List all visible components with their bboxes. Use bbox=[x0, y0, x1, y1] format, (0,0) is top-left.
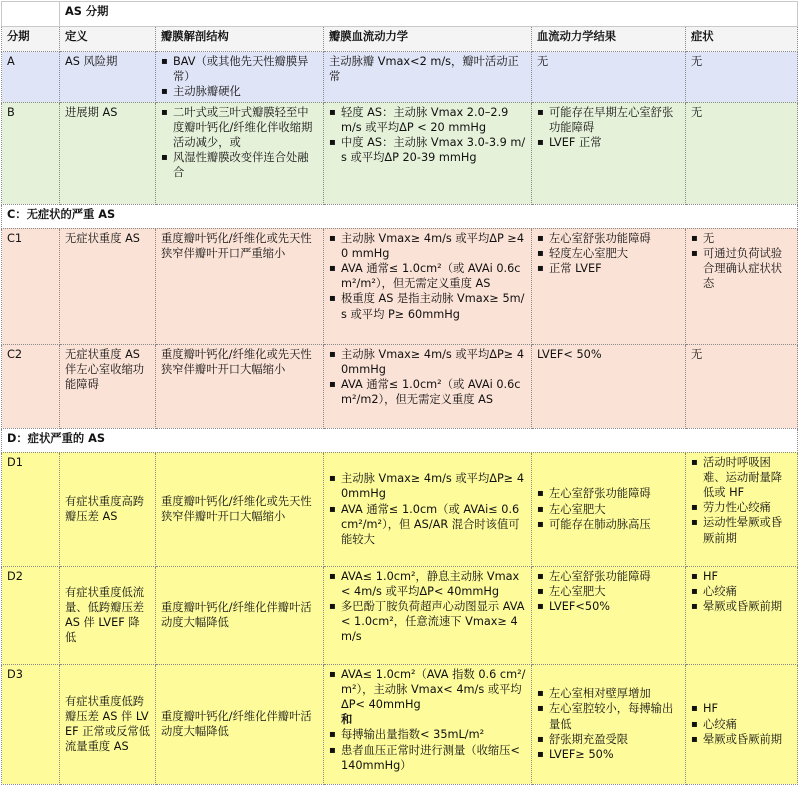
list-item: ▪ 可能存在早期左心室舒张功能障碍 bbox=[549, 105, 680, 135]
definition-cell: 无症状重度 AS bbox=[60, 228, 156, 344]
table-title: AS 分期 bbox=[60, 2, 798, 27]
list-item: ▪ 二叶式或三叶式瓣膜轻至中度瓣叶钙化/纤维化伴收缩期活动减少，或 bbox=[173, 105, 318, 151]
list-item: ▪ 极重度 AS 是指主动脉 Vmax≥ 5m/s 或平均 P≥ 60mmHg bbox=[341, 291, 526, 321]
symptoms-cell bbox=[686, 664, 798, 784]
list-item: ▪ 心绞痛 bbox=[703, 717, 792, 732]
table-row-d3 bbox=[2, 664, 798, 784]
consequences-cell bbox=[532, 566, 686, 664]
list-item: ▪ 风湿性瓣膜改变伴连合处融合 bbox=[173, 150, 318, 180]
anatomy-cell bbox=[156, 52, 324, 103]
list-item: ▪ 左心室舒张功能障碍 bbox=[549, 231, 680, 246]
hemodynamics-cell bbox=[324, 452, 532, 566]
group-row-c bbox=[2, 204, 798, 228]
table-row-d1 bbox=[2, 452, 798, 566]
consequences-cell bbox=[532, 228, 686, 344]
col-header-symptoms: 症状 bbox=[686, 27, 798, 52]
list-item: ▪ 无 bbox=[703, 231, 792, 246]
consequences-cell bbox=[532, 102, 686, 204]
definition-cell: AS 风险期 bbox=[60, 52, 156, 103]
col-header-definition: 定义 bbox=[60, 27, 156, 52]
list-item: ▪ 主动脉 Vmax≥ 4m/s 或平均ΔP≥ 40mmHg bbox=[341, 471, 526, 501]
list-item: ▪ BAV（或其他先天性瓣膜异常） bbox=[173, 54, 318, 84]
list-item: ▪ 正常 LVEF bbox=[549, 261, 680, 276]
hemodynamics-cell bbox=[324, 664, 532, 784]
stage-cell: D1 bbox=[2, 452, 60, 566]
anatomy-cell: 重度瓣叶钙化/纤维化或先天性狭窄伴瓣叶开口严重缩小 bbox=[156, 228, 324, 344]
col-header-stage: 分期 bbox=[2, 27, 60, 52]
list-item: ▪ 轻度 AS：主动脉 Vmax 2.0–2.9 m/s 或平均ΔP < 20 mmHg bbox=[341, 105, 526, 135]
definition-cell: 有症状重度低流量、低跨瓣压差 AS 伴 LVEF 降低 bbox=[60, 566, 156, 664]
group-heading-d: D：症状严重的 AS bbox=[2, 428, 798, 452]
anatomy-cell: 重度瓣叶钙化/纤维化或先天性狭窄伴瓣叶开口大幅缩小 bbox=[156, 452, 324, 566]
list-item: ▪ LVEF 正常 bbox=[549, 135, 680, 150]
list-item: ▪ 左心室舒张功能障碍 bbox=[549, 569, 680, 584]
definition-cell: 进展期 AS bbox=[60, 102, 156, 204]
consequences-cell: 无 bbox=[532, 52, 686, 103]
list-item: ▪ LVEF≥ 50% bbox=[549, 747, 680, 762]
hemodynamics-cell bbox=[324, 102, 532, 204]
list-item: ▪ 可通过负荷试验合理确认症状状态 bbox=[703, 246, 792, 292]
symptoms-cell bbox=[686, 452, 798, 566]
symptoms-cell bbox=[686, 228, 798, 344]
stage-cell: D3 bbox=[2, 664, 60, 784]
table-row-c1 bbox=[2, 228, 798, 344]
stage-cell: B bbox=[2, 102, 60, 204]
list-item: ▪ HF bbox=[703, 569, 792, 584]
col-header-consequences: 血流动力学结果 bbox=[532, 27, 686, 52]
list-item: ▪ 运动性晕厥或昏厥前期 bbox=[703, 515, 792, 545]
header-row bbox=[2, 27, 798, 52]
symptoms-cell bbox=[686, 566, 798, 664]
table-row-a bbox=[2, 52, 798, 103]
list-item: ▪ 晕厥或昏厥前期 bbox=[703, 732, 792, 747]
list-item: ▪ 活动时呼吸困难、运动耐量降低或 HF bbox=[703, 455, 792, 501]
hemodynamics-cell bbox=[324, 228, 532, 344]
list-item: ▪ 劳力性心绞痛 bbox=[703, 500, 792, 515]
anatomy-cell: 重度瓣叶钙化/纤维化或先天性狭窄伴瓣叶开口大幅缩小 bbox=[156, 344, 324, 428]
list-item: ▪ 左心室舒张功能障碍 bbox=[549, 486, 680, 501]
stage-cell: C2 bbox=[2, 344, 60, 428]
list-item: ▪ 多巴酚丁胺负荷超声心动图显示 AVA< 1.0cm²，任意流速下 Vmax≥ 4m/s bbox=[341, 599, 526, 645]
list-item: ▪ LVEF<50% bbox=[549, 599, 680, 614]
list-item: ▪ 中度 AS：主动脉 Vmax 3.0-3.9 m/s 或平均ΔP 20-39 mmHg bbox=[341, 135, 526, 165]
anatomy-cell: 重度瓣叶钙化/纤维化伴瓣叶活动度大幅降低 bbox=[156, 664, 324, 784]
symptoms-cell: 无 bbox=[686, 52, 798, 103]
col-header-anatomy: 瓣膜解剖结构 bbox=[156, 27, 324, 52]
col-header-hemodynamics: 瓣膜血流动力学 bbox=[324, 27, 532, 52]
list-item: ▪ 每搏输出量指数< 35mL/m² bbox=[341, 727, 526, 742]
table-number: 表13 bbox=[2, 2, 60, 27]
list-item: ▪ 左心室腔较小，每搏输出量低 bbox=[549, 701, 680, 731]
list-item: ▪ 轻度左心室肥大 bbox=[549, 246, 680, 261]
group-heading-c: C：无症状的严重 AS bbox=[2, 204, 798, 228]
hemodynamics-cell bbox=[324, 566, 532, 664]
group-row-d bbox=[2, 428, 798, 452]
list-item: ▪ 左心室肥大 bbox=[549, 502, 680, 517]
list-item: ▪ 患者血压正常时进行测量（收缩压<140mmHg） bbox=[341, 743, 526, 773]
list-item: ▪ 晕厥或昏厥前期 bbox=[703, 599, 792, 614]
and-connector: 和 bbox=[341, 713, 353, 727]
definition-cell: 有症状重度低跨瓣压差 AS 伴 LVEF 正常或反常低流量重度 AS bbox=[60, 664, 156, 784]
hemodynamics-cell: 主动脉瓣 Vmax<2 m/s，瓣叶活动正常 bbox=[324, 52, 532, 103]
stage-cell: D2 bbox=[2, 566, 60, 664]
definition-cell: 无症状重度 AS 伴左心室收缩功能障碍 bbox=[60, 344, 156, 428]
list-item: ▪ 主动脉瓣硬化 bbox=[173, 84, 318, 99]
anatomy-cell: 重度瓣叶钙化/纤维化伴瓣叶活动度大幅降低 bbox=[156, 566, 324, 664]
list-item: ▪ AVA 通常≤ 1.0cm（或 AVAi≤ 0.6 cm²/m²），但 AS/AR 混合时该值可能较大 bbox=[341, 502, 526, 548]
list-item: ▪ 左心室相对壁厚增加 bbox=[549, 686, 680, 701]
list-item: ▪ 主动脉 Vmax≥ 4m/s 或平均ΔP ≥40 mmHg bbox=[341, 231, 526, 261]
stage-cell: A bbox=[2, 52, 60, 103]
list-item: ▪ HF bbox=[703, 701, 792, 716]
stage-cell: C1 bbox=[2, 228, 60, 344]
table-row-d2 bbox=[2, 566, 798, 664]
as-staging-table bbox=[1, 1, 798, 785]
list-item: ▪ 心绞痛 bbox=[703, 584, 792, 599]
list-item: ▪ 主动脉 Vmax≥ 4m/s 或平均ΔP≥ 40mmHg bbox=[341, 347, 526, 377]
hemodynamics-cell bbox=[324, 344, 532, 428]
consequences-cell bbox=[532, 452, 686, 566]
table-title-row bbox=[2, 2, 798, 27]
symptoms-cell: 无 bbox=[686, 344, 798, 428]
list-item: ▪ AVA≤ 1.0cm²，静息主动脉 Vmax< 4m/s 或平均ΔP< 40mmHg bbox=[341, 569, 526, 599]
definition-cell: 有症状重度高跨瓣压差 AS bbox=[60, 452, 156, 566]
list-item: ▪ 舒张期充盈受限 bbox=[549, 732, 680, 747]
symptoms-cell: 无 bbox=[686, 102, 798, 204]
table-row-b bbox=[2, 102, 798, 204]
list-item: ▪ 左心室肥大 bbox=[549, 584, 680, 599]
list-item: ▪ AVA≤ 1.0cm²（AVA 指数 0.6 cm²/m²），主动脉 Vmax< 4m/s 或平均ΔP< 40mmHg bbox=[341, 667, 526, 713]
list-item: ▪ AVA 通常≤ 1.0cm²（或 AVAi 0.6cm²/m2），但无需定义重度 AS bbox=[341, 377, 526, 407]
list-item: ▪ 可能存在肺动脉高压 bbox=[549, 517, 680, 532]
consequences-cell: LVEF< 50% bbox=[532, 344, 686, 428]
anatomy-cell bbox=[156, 102, 324, 204]
list-item: ▪ AVA 通常≤ 1.0cm²（或 AVAi 0.6cm²/m²），但无需定义重度 AS bbox=[341, 261, 526, 291]
consequences-cell bbox=[532, 664, 686, 784]
table-row-c2 bbox=[2, 344, 798, 428]
